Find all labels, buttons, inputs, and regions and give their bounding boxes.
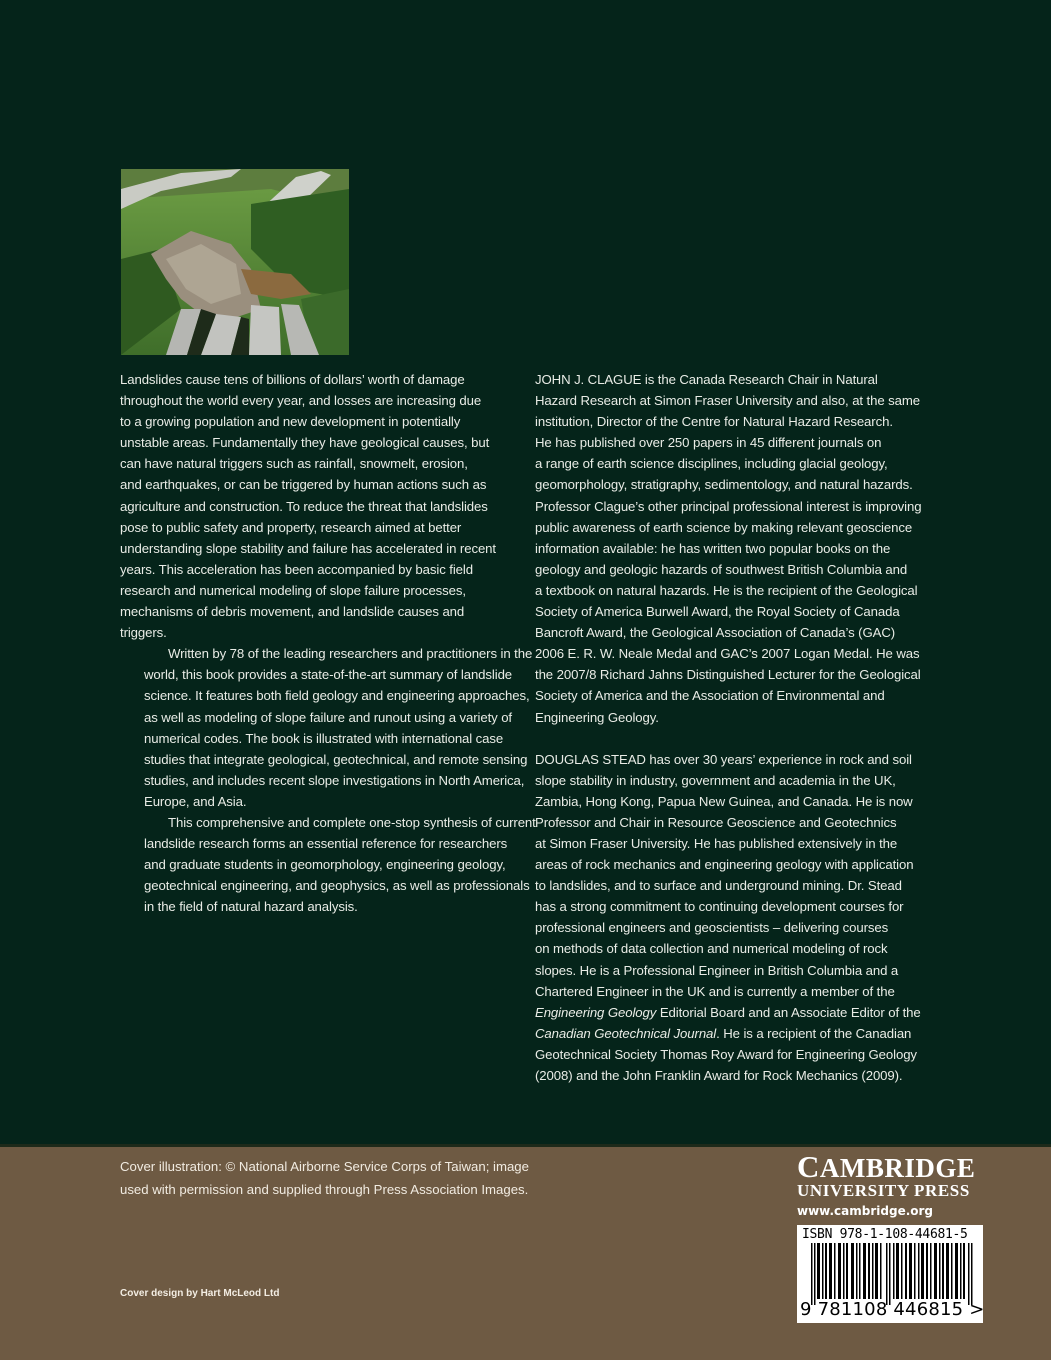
author-bio-stead: DOUGLAS STEAD has over 30 years’ experience in rock and soil slope stability in industry, government and academia in the UK, Zambia, Hong Kong, Papua New Guinea, and Canada. He is now Professor and Chair in Resource Geoscience and Geotechnics at Simon Fraser University. He has published extensively in the areas of rock mechanics and engineering geology with application to landslides, and to surface and underground mining. Dr. Stead has a strong commitment to continuing development courses for professional engineers and geoscientists – delivering courses on methods of data collection and numerical modeling of rock slopes. He is a Professional Engineer in British Columbia and a Chartered Engineer in the UK and is currently a member of the Engineering Geology Editorial Board and an Associate Editor of the Canadian Geotechnical Journal. He is a recipient of the Canadian Geotechnical Society Thomas Roy Award for Engineering Geology (2008) and the John Franklin Award for Rock Mechanics (2009). (535, 749, 940, 1087)
landslide-photo-icon (121, 169, 349, 355)
description-paragraph-1: Landslides cause tens of billions of dollars’ worth of damage throughout the world every year, and losses are increasing due to a growing population and new development in potentially unstable areas. Fundamentally they have geological causes, but can have natural triggers such as rainfall, snowmelt, erosion, and earthquakes, or can be triggered by human actions such as agriculture and construction. To reduce the threat that landslides pose to public safety and property, research aimed at better understanding slope stability and failure has accelerated in recent years. This acceleration has been accompanied by basic field research and numerical modeling of slope failure processes, mechanisms of debris movement, and landslide causes and triggers. (120, 372, 496, 641)
journal-title-canadian-geotechnical: Canadian Geotechnical Journal (535, 1025, 717, 1041)
cover-design-credit: Cover design by Hart McLeod Ltd (120, 1288, 280, 1299)
author-bios (535, 369, 940, 1086)
barcode-icon (811, 1243, 973, 1305)
journal-line-2: Canadian Geotechnical Journal. He is a recipient of the Canadian (535, 1025, 912, 1041)
isbn-label: ISBN 978-1-108-44681-5 (802, 1227, 968, 1242)
author-bio-clague: JOHN J. CLAGUE is the Canada Research Chair in Natural Hazard Research at Simon Fraser University and also, at the same institution, Director of the Centre for Natural Hazard Research. He has published over 250 papers in 45 different journals on a range of earth science disciplines, including glacial geology, geomorphology, stratigraphy, sedimentology, and natural hazards. Professor Clague’s other principal professional interest is improving public awareness of earth science by making relevant geoscience information available: he has written two popular books on the geology and geologic hazards of southwest British Columbia and a textbook on natural hazards. He is the recipient of the Geological Society of America Burwell Award, the Royal Society of Canada Bancroft Award, the Geological Association of Canada’s (GAC) 2006 E. R. W. Neale Medal and GAC’s 2007 Logan Medal. He was the 2007/8 Richard Jahns Distinguished Lecturer for the Geological Society of America and the Association of Environmental and Engineering Geology. (535, 372, 922, 725)
journal-title-engineering-geology: Engineering Geology (535, 1004, 657, 1020)
book-description (120, 369, 536, 917)
journal-line-1: Engineering Geology Editorial Board and an Associate Editor of the (535, 1004, 921, 1020)
barcode-digits: 9 781108 446815 > (800, 1299, 985, 1320)
publisher-url: www.cambridge.org (797, 1204, 934, 1218)
description-paragraph-3: This comprehensive and complete one-stop synthesis of current landslide research forms an essential reference for researchers and graduate students in geomorphology, engineering geology, geotechnical engineering, and geophysics, as well as professionals in the field of natural hazard analysis. (144, 814, 536, 915)
description-paragraph-2: Written by 78 of the leading researchers and practitioners in the world, this book provides a state-of-the-art summary of landslide science. It features both field geology and engineering approaches, as well as modeling of slope failure and runout using a variety of numerical codes. The book is illustrated with international case studies that integrate geological, geotechnical, and remote sensing studies, and includes recent slope investigations in North America, Europe, and Asia. (144, 646, 533, 809)
bio-spacer (535, 728, 940, 749)
publisher-logo (797, 1149, 987, 1218)
publisher-subtitle: UNIVERSITY PRESS (797, 1181, 970, 1200)
isbn-barcode (797, 1225, 983, 1323)
publisher-name: CAMBRIDGE (797, 1149, 976, 1184)
cover-illustration-credit: Cover illustration: © National Airborne Service Corps of Taiwan; image used with permission and supplied through Press Association Images. (120, 1159, 529, 1197)
landslide-photo (121, 169, 349, 355)
